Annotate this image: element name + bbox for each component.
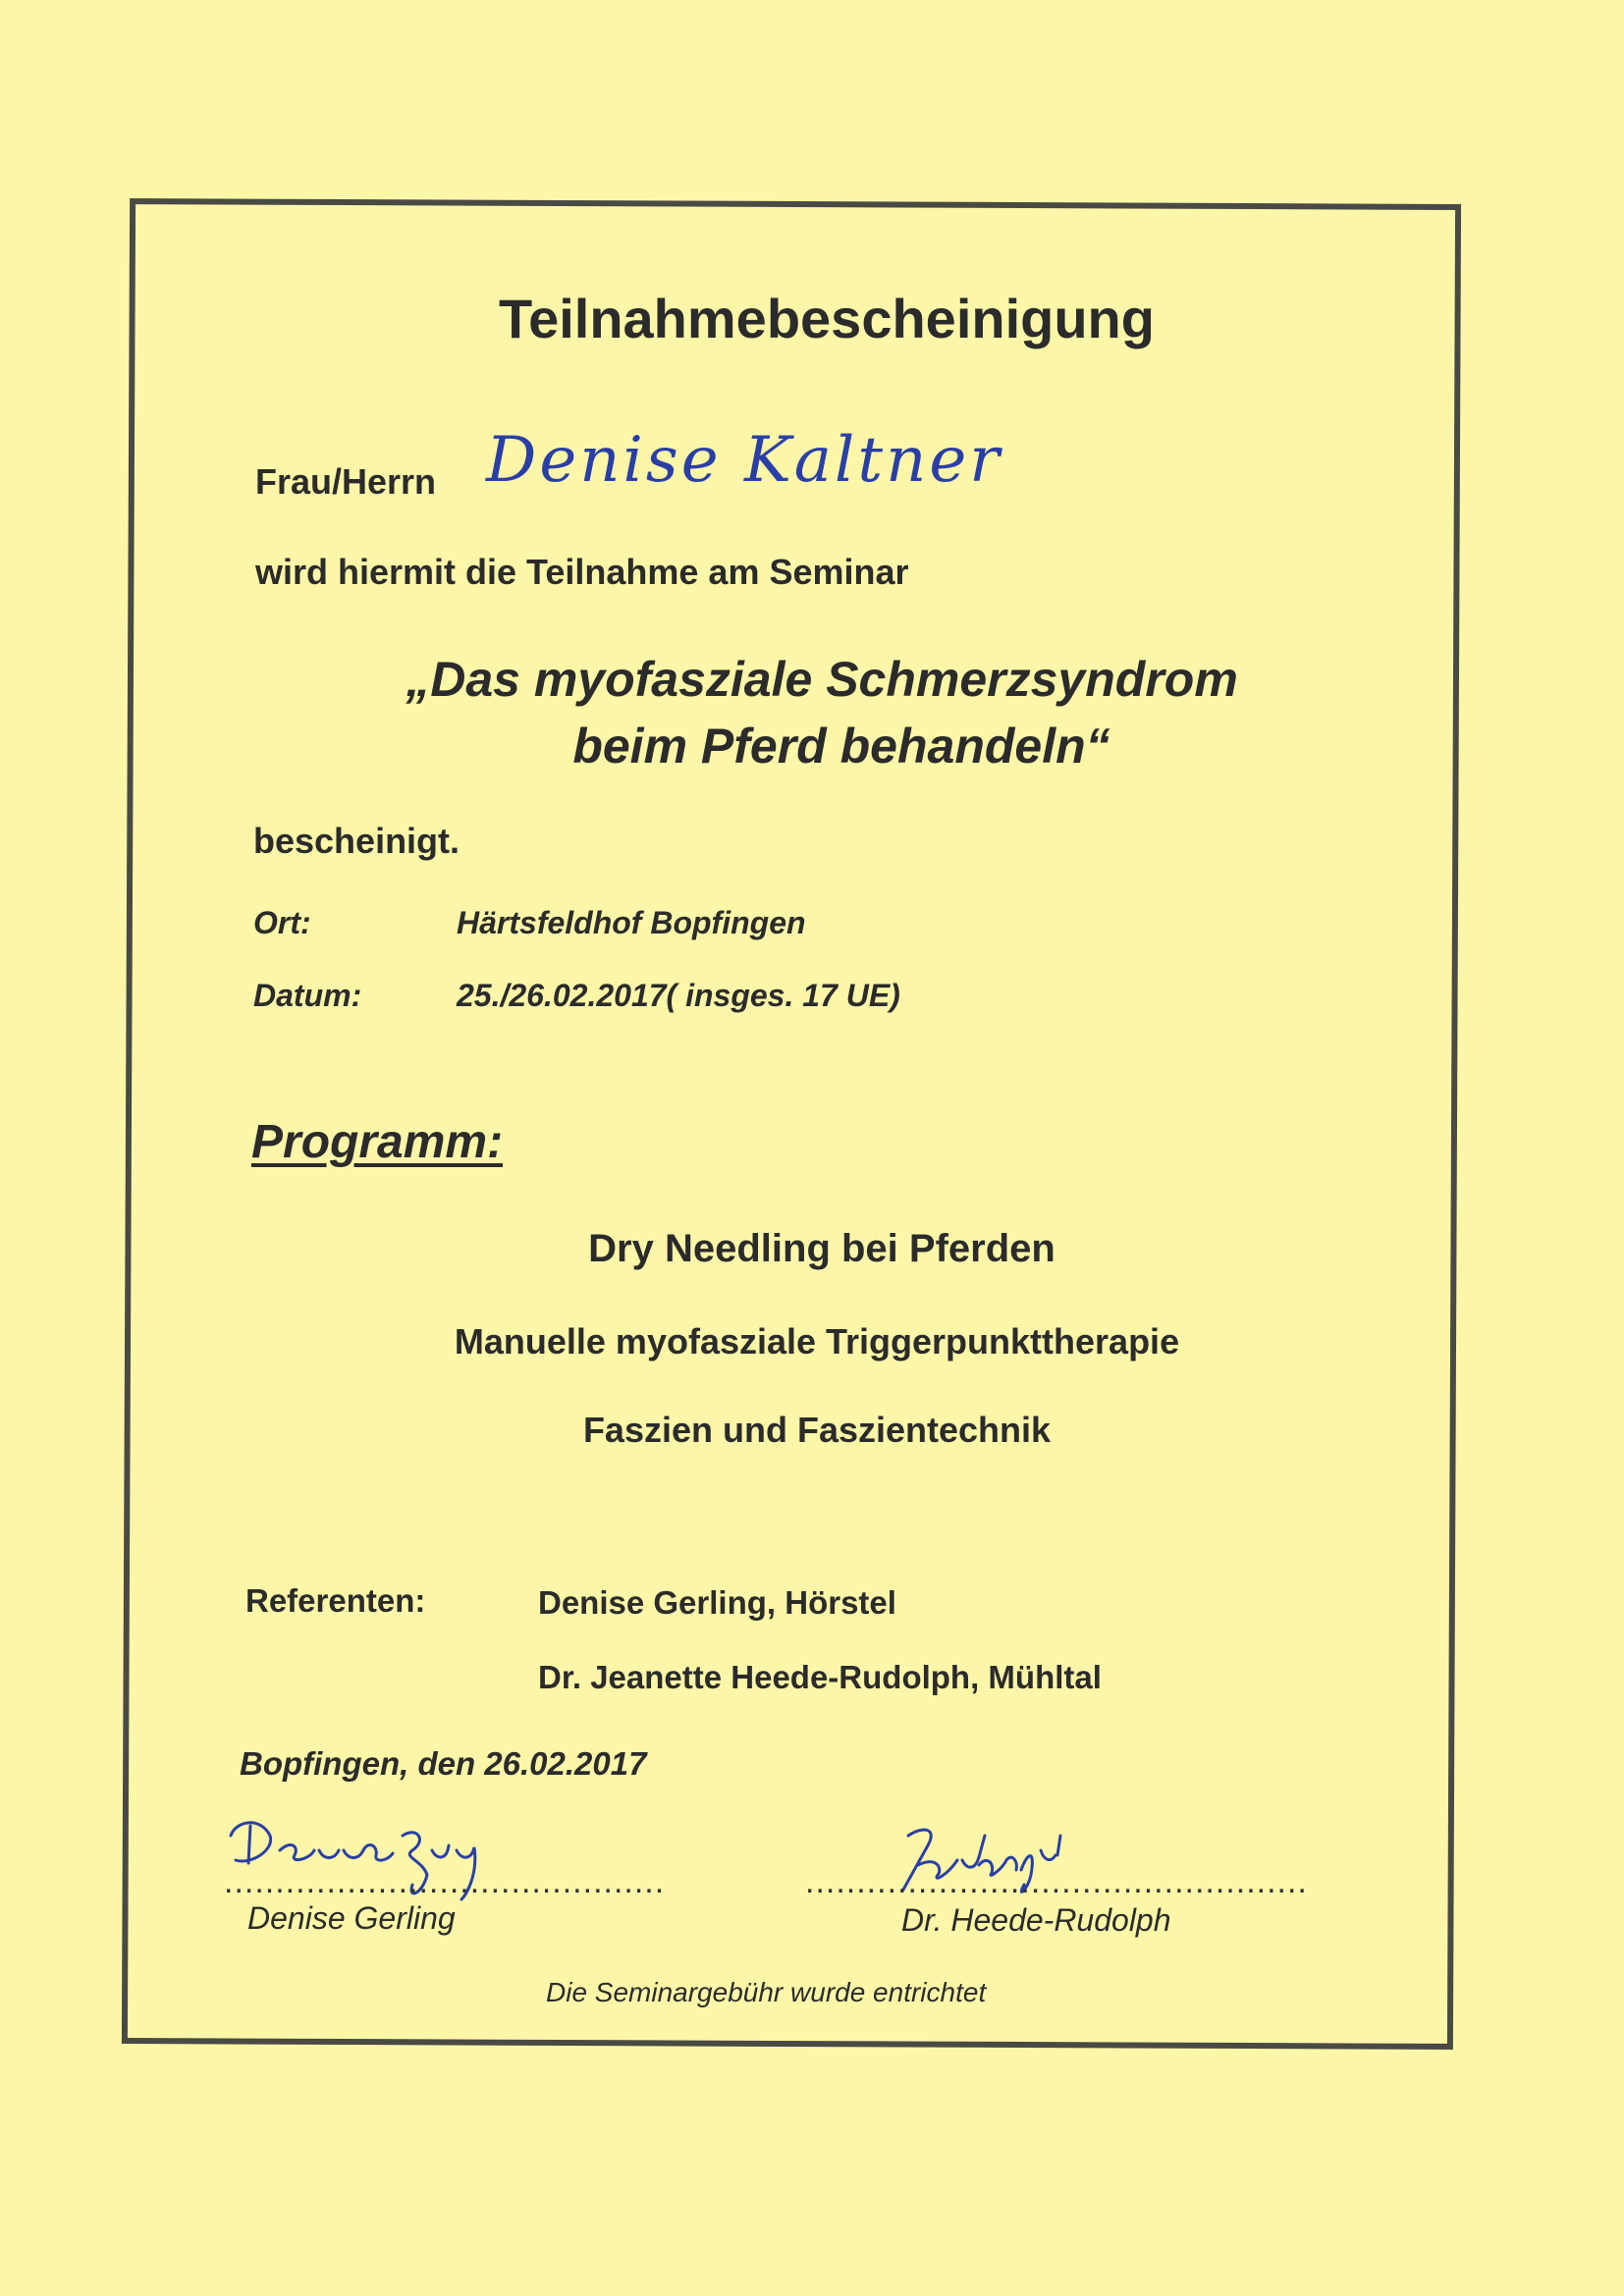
recipient-label: Frau/Herrn [255,461,437,502]
seminar-title-line2: beim Pferd behandeln“ [572,719,1110,774]
date-value: 25./26.02.2017( insges. 17 UE) [457,978,900,1013]
intro-text: wird hiermit die Teilnahme am Seminar [255,552,909,592]
seminar-title-line1: „Das myofasziale Schmerzsyndrom [406,652,1238,707]
program-item: Manuelle myofasziale Triggerpunkttherapie [454,1321,1180,1362]
place-date-line: Bopfingen, den 26.02.2017 [240,1745,647,1782]
signatory-right-name: Dr. Heede-Rudolph [901,1902,1171,1938]
date-label: Datum: [253,978,362,1013]
program-item: Dry Needling bei Pferden [588,1227,1056,1270]
signature-line-right: ................................................. [805,1863,1308,1900]
program-item: Faszien und Faszientechnik [582,1410,1052,1450]
certified-text: bescheinigt. [253,821,460,861]
signature-line-left: ........................................... [224,1863,666,1900]
speaker-entry: Denise Gerling, Hörstel [538,1584,896,1621]
speakers-label: Referenten: [245,1582,426,1619]
signatory-left-name: Denise Gerling [247,1900,456,1936]
place-label: Ort: [253,905,311,940]
place-value: Härtsfeldhof Bopfingen [457,905,806,940]
fee-note: Die Seminargebühr wurde entrichtet [546,1977,987,2007]
recipient-name: Denise Kaltner [486,424,1002,497]
certificate-title: Teilnahmebescheinigung [499,288,1155,349]
program-heading: Programm: [251,1116,504,1168]
speaker-entry: Dr. Jeanette Heede-Rudolph, Mühltal [538,1659,1102,1695]
